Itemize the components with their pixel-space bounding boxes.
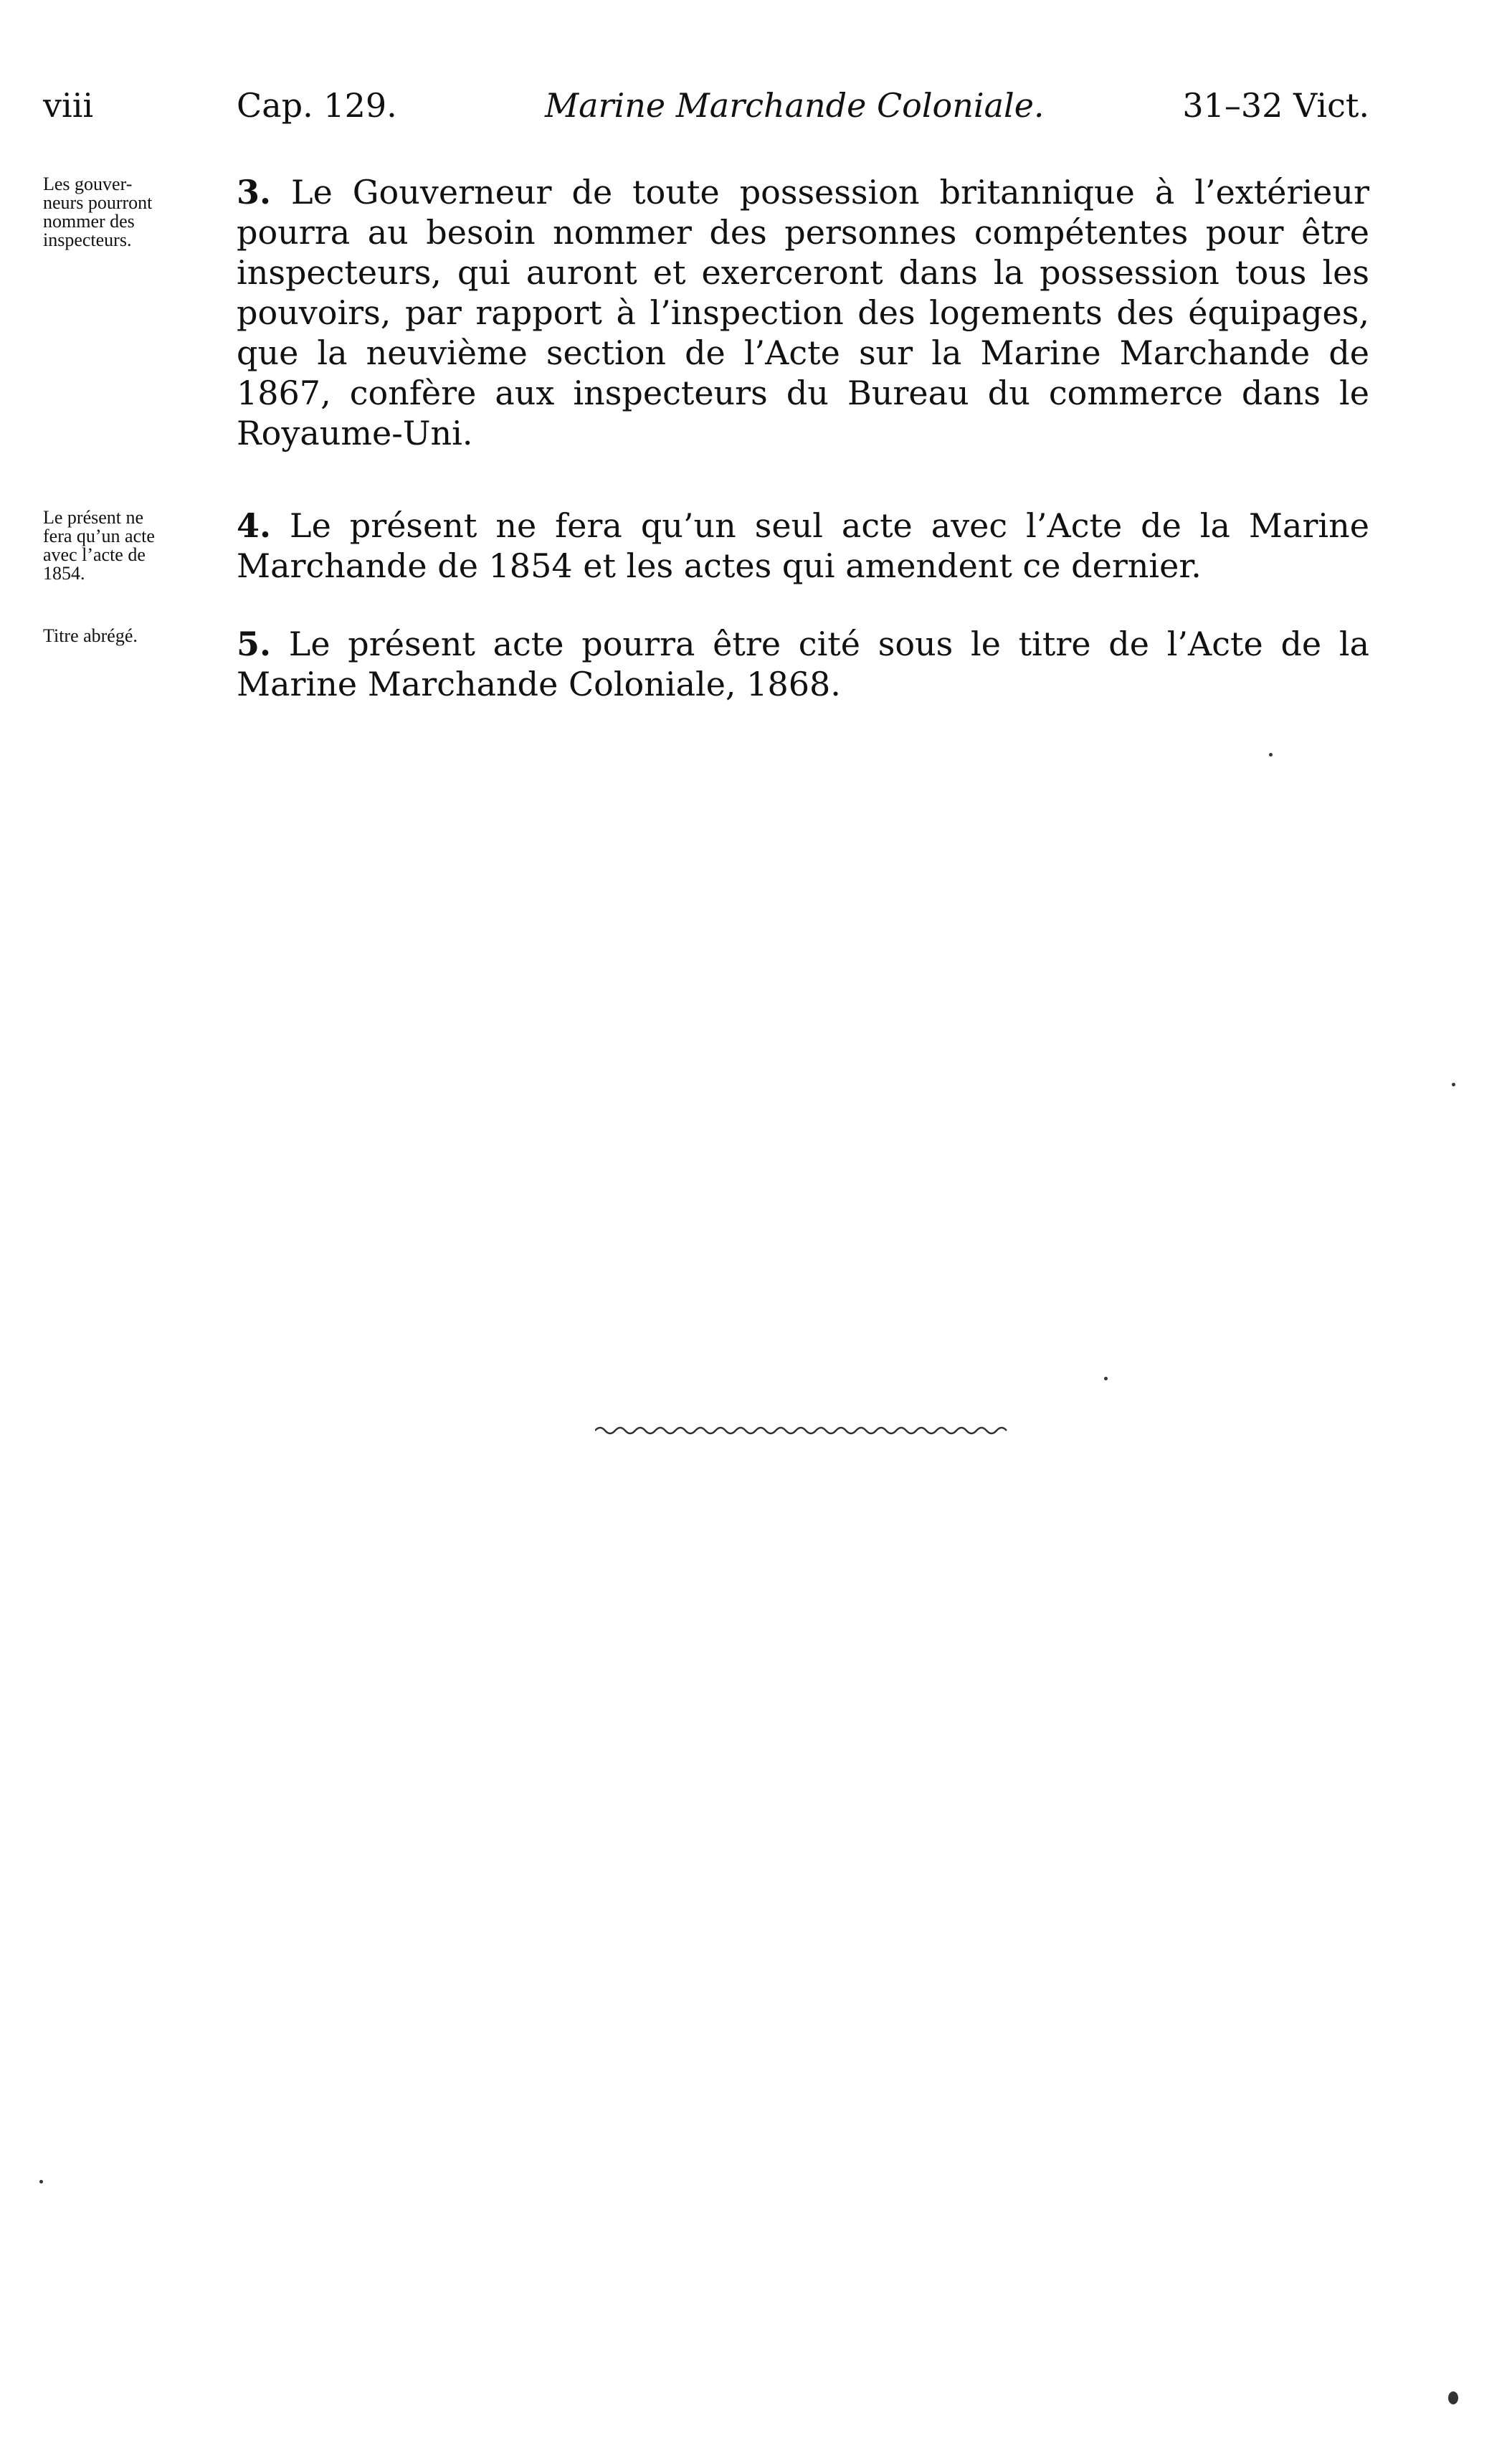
decorative-rule: [595, 1423, 1011, 1438]
scan-speck: [1448, 2391, 1458, 2404]
margin-note: Titre abrégé.: [43, 625, 138, 646]
section-text: [237, 506, 1369, 586]
margin-note: Le présent ne fera qu’un acte avec l’acte de 1854.: [43, 507, 155, 584]
section-text: [237, 172, 1369, 453]
running-title: Marine Marchande Coloniale.: [545, 86, 1045, 125]
section-text: [237, 624, 1369, 704]
margin-note: Les gouver- neurs pourront nommer des inspecteurs.: [43, 174, 153, 250]
scan-speck: [1269, 753, 1273, 757]
section-body: Le présent acte pourra être cité sous le titre de l’Acte de la Marine Marchande Coloniale, 1868.: [237, 625, 1369, 703]
section-number: 5.: [237, 625, 272, 663]
regnal-year: 31–32 Vict.: [1182, 86, 1369, 125]
section-3: [43, 172, 1369, 453]
scan-speck: [39, 2180, 43, 2183]
section-4: [43, 506, 1369, 586]
page-number: viii: [43, 86, 94, 125]
section-5: [43, 624, 1369, 704]
section-body: Le présent ne fera qu’un seul acte avec l’Acte de la Marine Marchande de 1854 et les actes qui amendent ce dernier.: [237, 506, 1369, 585]
running-header: [43, 86, 1369, 143]
section-number: 3.: [237, 173, 272, 212]
scan-speck: [1452, 1083, 1455, 1086]
scan-speck: [1104, 1377, 1108, 1380]
section-body: Le Gouverneur de toute possession britannique à l’extérieur pourra au besoin nommer des personnes compétentes pour être inspecteurs, qui auront et exerceront dans la possession tous les pouvoirs, par rapport à l’inspection des logements des équipages, que la neuvième section de l’Acte sur la Marine Marchande de 1867, confère aux inspecteurs du Bureau du commerce dans le Royaume-Uni.: [237, 173, 1369, 452]
section-number: 4.: [237, 506, 272, 545]
chapter-number: Cap. 129.: [237, 86, 397, 125]
